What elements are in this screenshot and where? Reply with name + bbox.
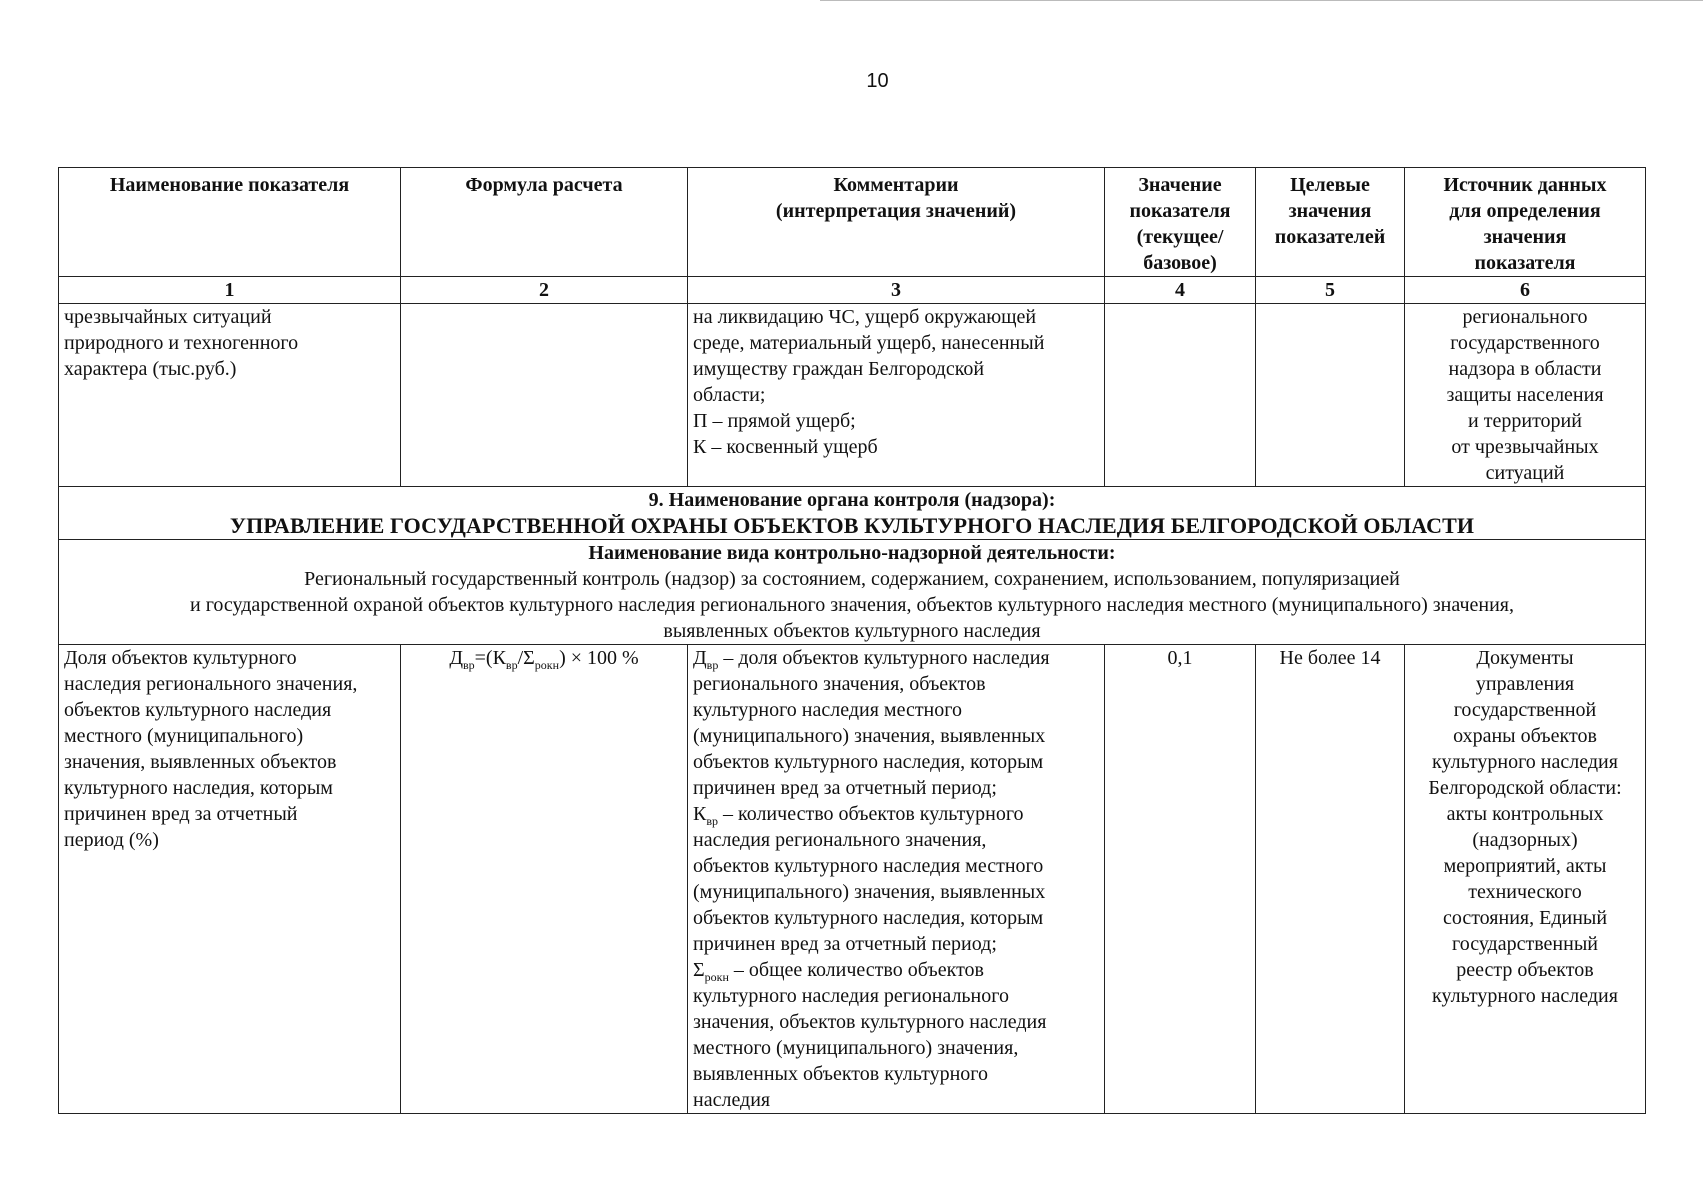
- text-line: причинен вред за отчетный период;: [693, 777, 997, 799]
- text-line: наследия регионального значения,: [64, 673, 358, 695]
- text-line: культурного наследия: [1432, 985, 1618, 1007]
- activity-line: выявленных объектов культурного наследия: [663, 620, 1041, 642]
- text-line: (муниципального) значения, выявленных: [693, 725, 1046, 747]
- text-line: акты контрольных: [1446, 803, 1604, 825]
- text-line: Белгородской области:: [1428, 777, 1622, 799]
- text-line: (текущее/: [1136, 226, 1224, 248]
- formula-text: $Д_{вр}=(К_{вр}/\Sigma_{рокн}) \times 100$ %: [449, 647, 639, 672]
- text-line: характера (тыс.руб.): [64, 358, 237, 380]
- text-line: чрезвычайных ситуаций: [64, 306, 272, 328]
- text-line: местного (муниципального) значения,: [693, 1037, 1019, 1059]
- page-number: 10: [866, 70, 889, 92]
- text-line: К – косвенный ущерб: [693, 436, 878, 458]
- scan-edge-line: [820, 0, 1703, 1]
- text-line: природного и техногенного: [64, 332, 299, 354]
- indicator-name-cell: [59, 304, 401, 487]
- text-line: государственного: [1450, 332, 1600, 354]
- comment-lines: [693, 983, 1099, 1113]
- section-header-row: [59, 487, 1646, 540]
- text-line: объектов культурного наследия, которым: [693, 751, 1044, 773]
- text-line: реестр объектов: [1456, 959, 1594, 981]
- comment-cell: [688, 304, 1105, 487]
- text-line: (надзорных): [1472, 829, 1578, 851]
- activity-row: [59, 540, 1646, 645]
- text-line: надзора в области: [1448, 358, 1602, 380]
- text-line: области;: [693, 384, 766, 406]
- table-row: [59, 645, 1646, 1114]
- value-cell: [1105, 304, 1256, 487]
- column-number: 1: [59, 277, 401, 304]
- text-line: Целевые: [1290, 174, 1370, 196]
- text-line: регионального значения, объектов: [693, 673, 986, 695]
- comment-definition: $Д_{вр}$ – доля объектов культурного наследия: [693, 647, 1050, 672]
- text-line: имуществу граждан Белгородской: [693, 358, 985, 380]
- text-line: ситуаций: [1485, 462, 1565, 484]
- formula-cell: [401, 645, 688, 1114]
- text-line: государственный: [1452, 933, 1598, 955]
- indicators-table: [58, 167, 1646, 1114]
- comment-lines: [693, 671, 1099, 801]
- value-cell: 0,1: [1105, 645, 1256, 1114]
- activity-cell: [59, 540, 1646, 645]
- text-line: от чрезвычайных: [1451, 436, 1599, 458]
- text-line: культурного наследия, которым: [64, 777, 333, 799]
- authority-name: УПРАВЛЕНИЕ ГОСУДАРСТВЕННОЙ ОХРАНЫ ОБЪЕКТОВ КУЛЬТУРНОГО НАСЛЕДИЯ БЕЛГОРОДСКОЙ ОБЛАСТИ: [229, 513, 1475, 538]
- text-line: показателя: [1474, 252, 1576, 274]
- text-line: технического: [1468, 881, 1582, 903]
- text-line: охраны объектов: [1453, 725, 1597, 747]
- source-cell: [1405, 645, 1646, 1114]
- text-line: культурного наследия местного: [693, 699, 962, 721]
- text-line: показателей: [1274, 226, 1386, 248]
- text-line: базовое): [1143, 252, 1217, 274]
- text-line: значения: [1483, 226, 1567, 248]
- text-line: среде, материальный ущерб, нанесенный: [693, 332, 1045, 354]
- column-number: 5: [1256, 277, 1405, 304]
- comment-definition: $\Sigma_{рокн}$ – общее количество объектов: [693, 959, 984, 984]
- column-number: 2: [401, 277, 688, 304]
- table-row: [59, 304, 1646, 487]
- text-line: на ликвидацию ЧС, ущерб окружающей: [693, 306, 1037, 328]
- text-line: мероприятий, акты: [1443, 855, 1607, 877]
- activity-title: Наименование вида контрольно-надзорной деятельности:: [588, 542, 1116, 564]
- text-line: объектов культурного наследия: [64, 699, 332, 721]
- column-number-row: [59, 277, 1646, 304]
- text-line: объектов культурного наследия, которым: [693, 907, 1044, 929]
- text-line: П – прямой ущерб;: [693, 410, 856, 432]
- text-line: регионального: [1462, 306, 1588, 328]
- text-line: состояния, Единый: [1442, 907, 1608, 929]
- comment-definition: $К_{вр}$ – количество объектов культурного: [693, 803, 1024, 828]
- formula-cell: [401, 304, 688, 487]
- text-line: культурного наследия регионального: [693, 985, 1009, 1007]
- header-value: [1105, 168, 1256, 277]
- text-line: причинен вред за отчетный период;: [693, 933, 997, 955]
- text-line: управления: [1475, 673, 1575, 695]
- text-line: (интерпретация значений): [775, 200, 1017, 222]
- text-line: Комментарии: [833, 174, 959, 196]
- header-formula: [401, 168, 688, 277]
- text-line: Формула расчета: [465, 174, 623, 196]
- header-comment: [688, 168, 1105, 277]
- column-number: 4: [1105, 277, 1256, 304]
- text-line: показателя: [1129, 200, 1231, 222]
- text-line: причинен вред за отчетный: [64, 803, 298, 825]
- column-number: 6: [1405, 277, 1646, 304]
- text-line: Значение: [1138, 174, 1222, 196]
- text-line: наследия регионального значения,: [693, 829, 987, 851]
- source-cell: [1405, 304, 1646, 487]
- text-line: Доля объектов культурного: [64, 647, 297, 669]
- text-line: значения, выявленных объектов: [64, 751, 337, 773]
- target-cell: Не более 14: [1256, 645, 1405, 1114]
- text-line: период (%): [64, 829, 159, 851]
- text-line: Источник данных: [1443, 174, 1607, 196]
- target-cell: [1256, 304, 1405, 487]
- text-line: местного (муниципального): [64, 725, 304, 747]
- header-target: [1256, 168, 1405, 277]
- text-line: защиты населения: [1446, 384, 1604, 406]
- text-line: для определения: [1449, 200, 1601, 222]
- text-line: Документы: [1476, 647, 1574, 669]
- text-line: объектов культурного наследия местного: [693, 855, 1044, 877]
- text-line: (муниципального) значения, выявленных: [693, 881, 1046, 903]
- text-line: выявленных объектов культурного: [693, 1063, 989, 1085]
- text-line: значения: [1288, 200, 1372, 222]
- activity-line: и государственной охраной объектов культурного наследия регионального значения, объектов культурного наследия местного (муниципального) значения,: [190, 594, 1514, 616]
- header-name: [59, 168, 401, 277]
- text-line: культурного наследия: [1432, 751, 1618, 773]
- text-line: и территорий: [1468, 410, 1582, 432]
- header-row: [59, 168, 1646, 277]
- column-number: 3: [688, 277, 1105, 304]
- comment-cell: [688, 645, 1105, 1114]
- activity-line: Региональный государственный контроль (надзор) за состоянием, содержанием, сохранением, использованием, популяризацией: [304, 568, 1400, 590]
- text-line: значения, объектов культурного наследия: [693, 1011, 1047, 1033]
- text-line: государственной: [1453, 699, 1597, 721]
- section-title: 9. Наименование органа контроля (надзора):: [648, 489, 1056, 511]
- indicator-name-cell: [59, 645, 401, 1114]
- text-line: наследия: [693, 1089, 771, 1111]
- text-line: Наименование показателя: [109, 174, 350, 196]
- comment-lines: [693, 827, 1099, 957]
- header-source: [1405, 168, 1646, 277]
- section-header-cell: [59, 487, 1646, 540]
